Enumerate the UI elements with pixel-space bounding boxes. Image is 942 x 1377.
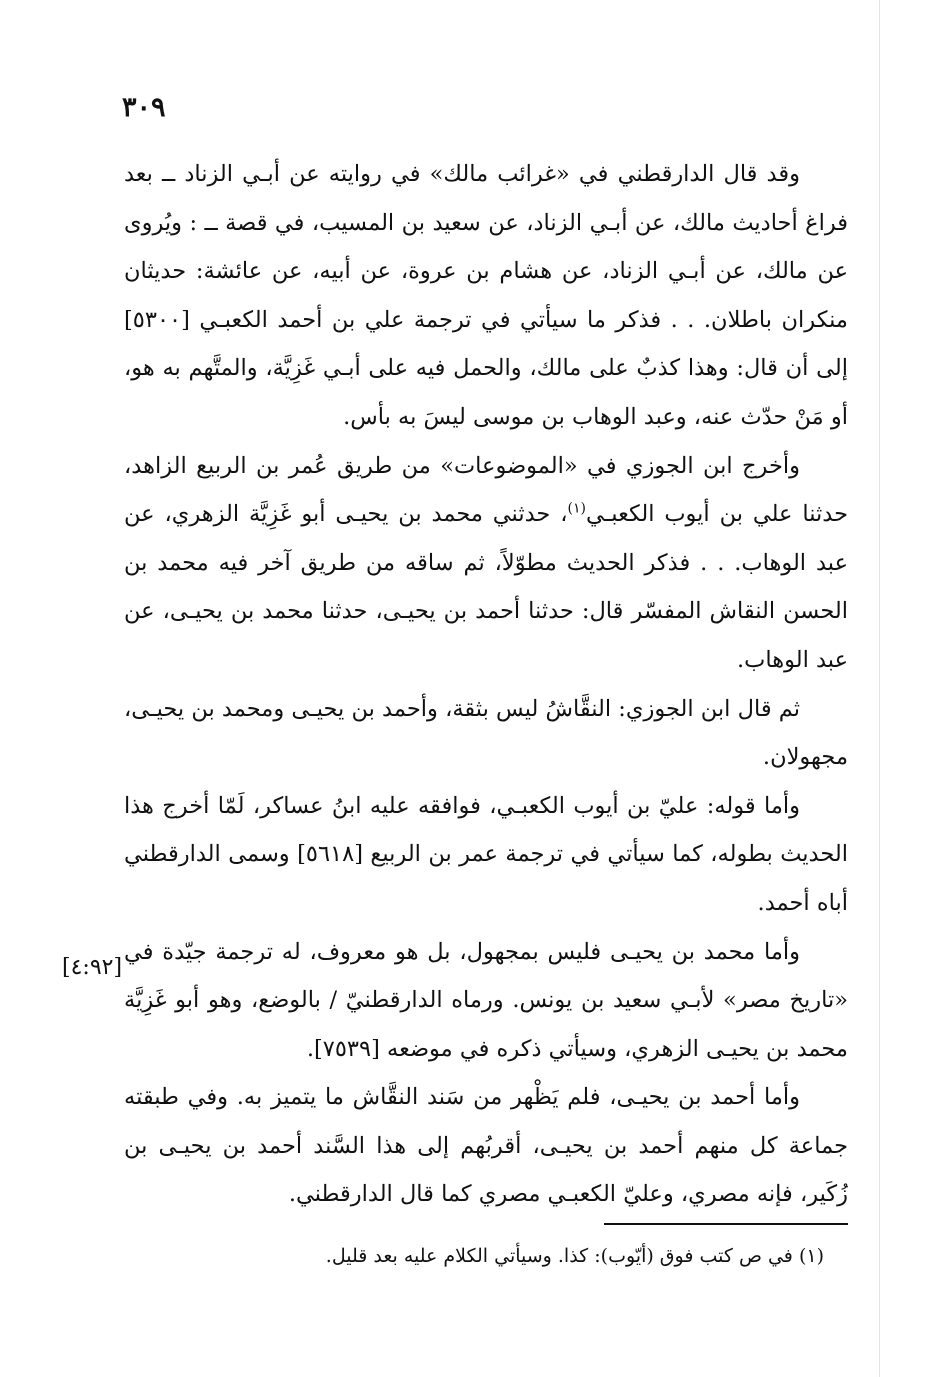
paragraph-1: وقد قال الدارقطني في «غرائب مالك» في روايته عن أبـي الزناد ــ بعد فراغ أحاديث مالك، عن أبـي الزناد، عن سعيد بن المسيب، في قصة ــ : ويُروى عن مالك، عن أبـي الزناد، عن هشام بن عروة، عن أبيه، عن عائشة: حديثان منكران باطلان. . . فذكر ما سيأتي في ترجمة علي بن أحمد الكعبـي [٥٣٠٠] إلى أن قال: وهذا كذبٌ على مالك، والحمل فيه على أبـي غَزِيَّة، والمتَّهم به هو، أو مَنْ حدّث عنه، وعبد الوهاب بن موسى ليسَ به بأس. (124, 161, 848, 430)
main-text (124, 150, 848, 1219)
paragraph-6: وأما أحمد بن يحيـى، فلم يَظْهر من سَند النقَّاش ما يتميز به. وفي طبقته جماعة كل منهم أحمد بن يحيـى، أقربُهم إلى هذا السَّند أحمد بن يحيـى بن زُكَير، فإنه مصري، وعليّ الكعبـي مصري كما قال الدارقطني. (124, 1084, 848, 1208)
paragraph-4: وأما قوله: عليّ بن أيوب الكعبـي، فوافقه عليه ابنُ عساكر، لَمّا أخرج هذا الحديث بطوله، كما سيأتي في ترجمة عمر بن الربيع [٥٦١٨] وسمى الدارقطني أباه أحمد. (124, 792, 848, 916)
paragraph-2-part-1: وأخرج ابن الجوزي في «الموضوعات» من طريق عُمر بن الربيع الزاهد، حدثنا علي بن أيوب الكعبـي (124, 452, 848, 528)
page-number: ٣٠٩ (122, 92, 166, 123)
paragraph-2 (124, 442, 848, 685)
footnote-text: في ص كتب فوق (أيّوب): كذا. وسيأتي الكلام عليه بعد قليل. (325, 1245, 793, 1267)
footnote-reference: (١) (567, 500, 586, 517)
paragraph-3: ثم قال ابن الجوزي: النقَّاشُ ليس بثقة، وأحمد بن يحيـى ومحمد بن يحيـى، مجهولان. (124, 695, 848, 771)
paragraph-2-part-2: ، حدثني محمد بن يحيـى أبو غَزِيَّة الزهري، عن عبد الوهاب. . . فذكر الحديث مطوّلاً، ثم ساقه من طريق آخر فيه محمد بن الحسن النقاش المفسّر قال: حدثنا أحمد بن يحيـى، حدثنا محمد بن يحيـى، عن عبد الوهاب. (124, 501, 848, 673)
footnote-marker: (١) (798, 1245, 824, 1267)
scan-edge-shadow (879, 0, 880, 1377)
footnote (124, 1236, 824, 1276)
footnote-divider (604, 1223, 848, 1225)
margin-reference: [٤:٩٢] (62, 955, 123, 980)
paragraph-5 (124, 928, 848, 1074)
paragraph-5-text: وأما محمد بن يحيـى فليس بمجهول، بل هو معروف، له ترجمة جيّدة في «تاريخ مصر» لأبـي سعيد بن يونس. ورماه الدارقطنيّ / بالوضع، وهو أبو غَزِيَّة محمد بن يحيـى الزهري، وسيأتي ذكره في موضعه [٧٥٣٩]. (124, 938, 848, 1062)
